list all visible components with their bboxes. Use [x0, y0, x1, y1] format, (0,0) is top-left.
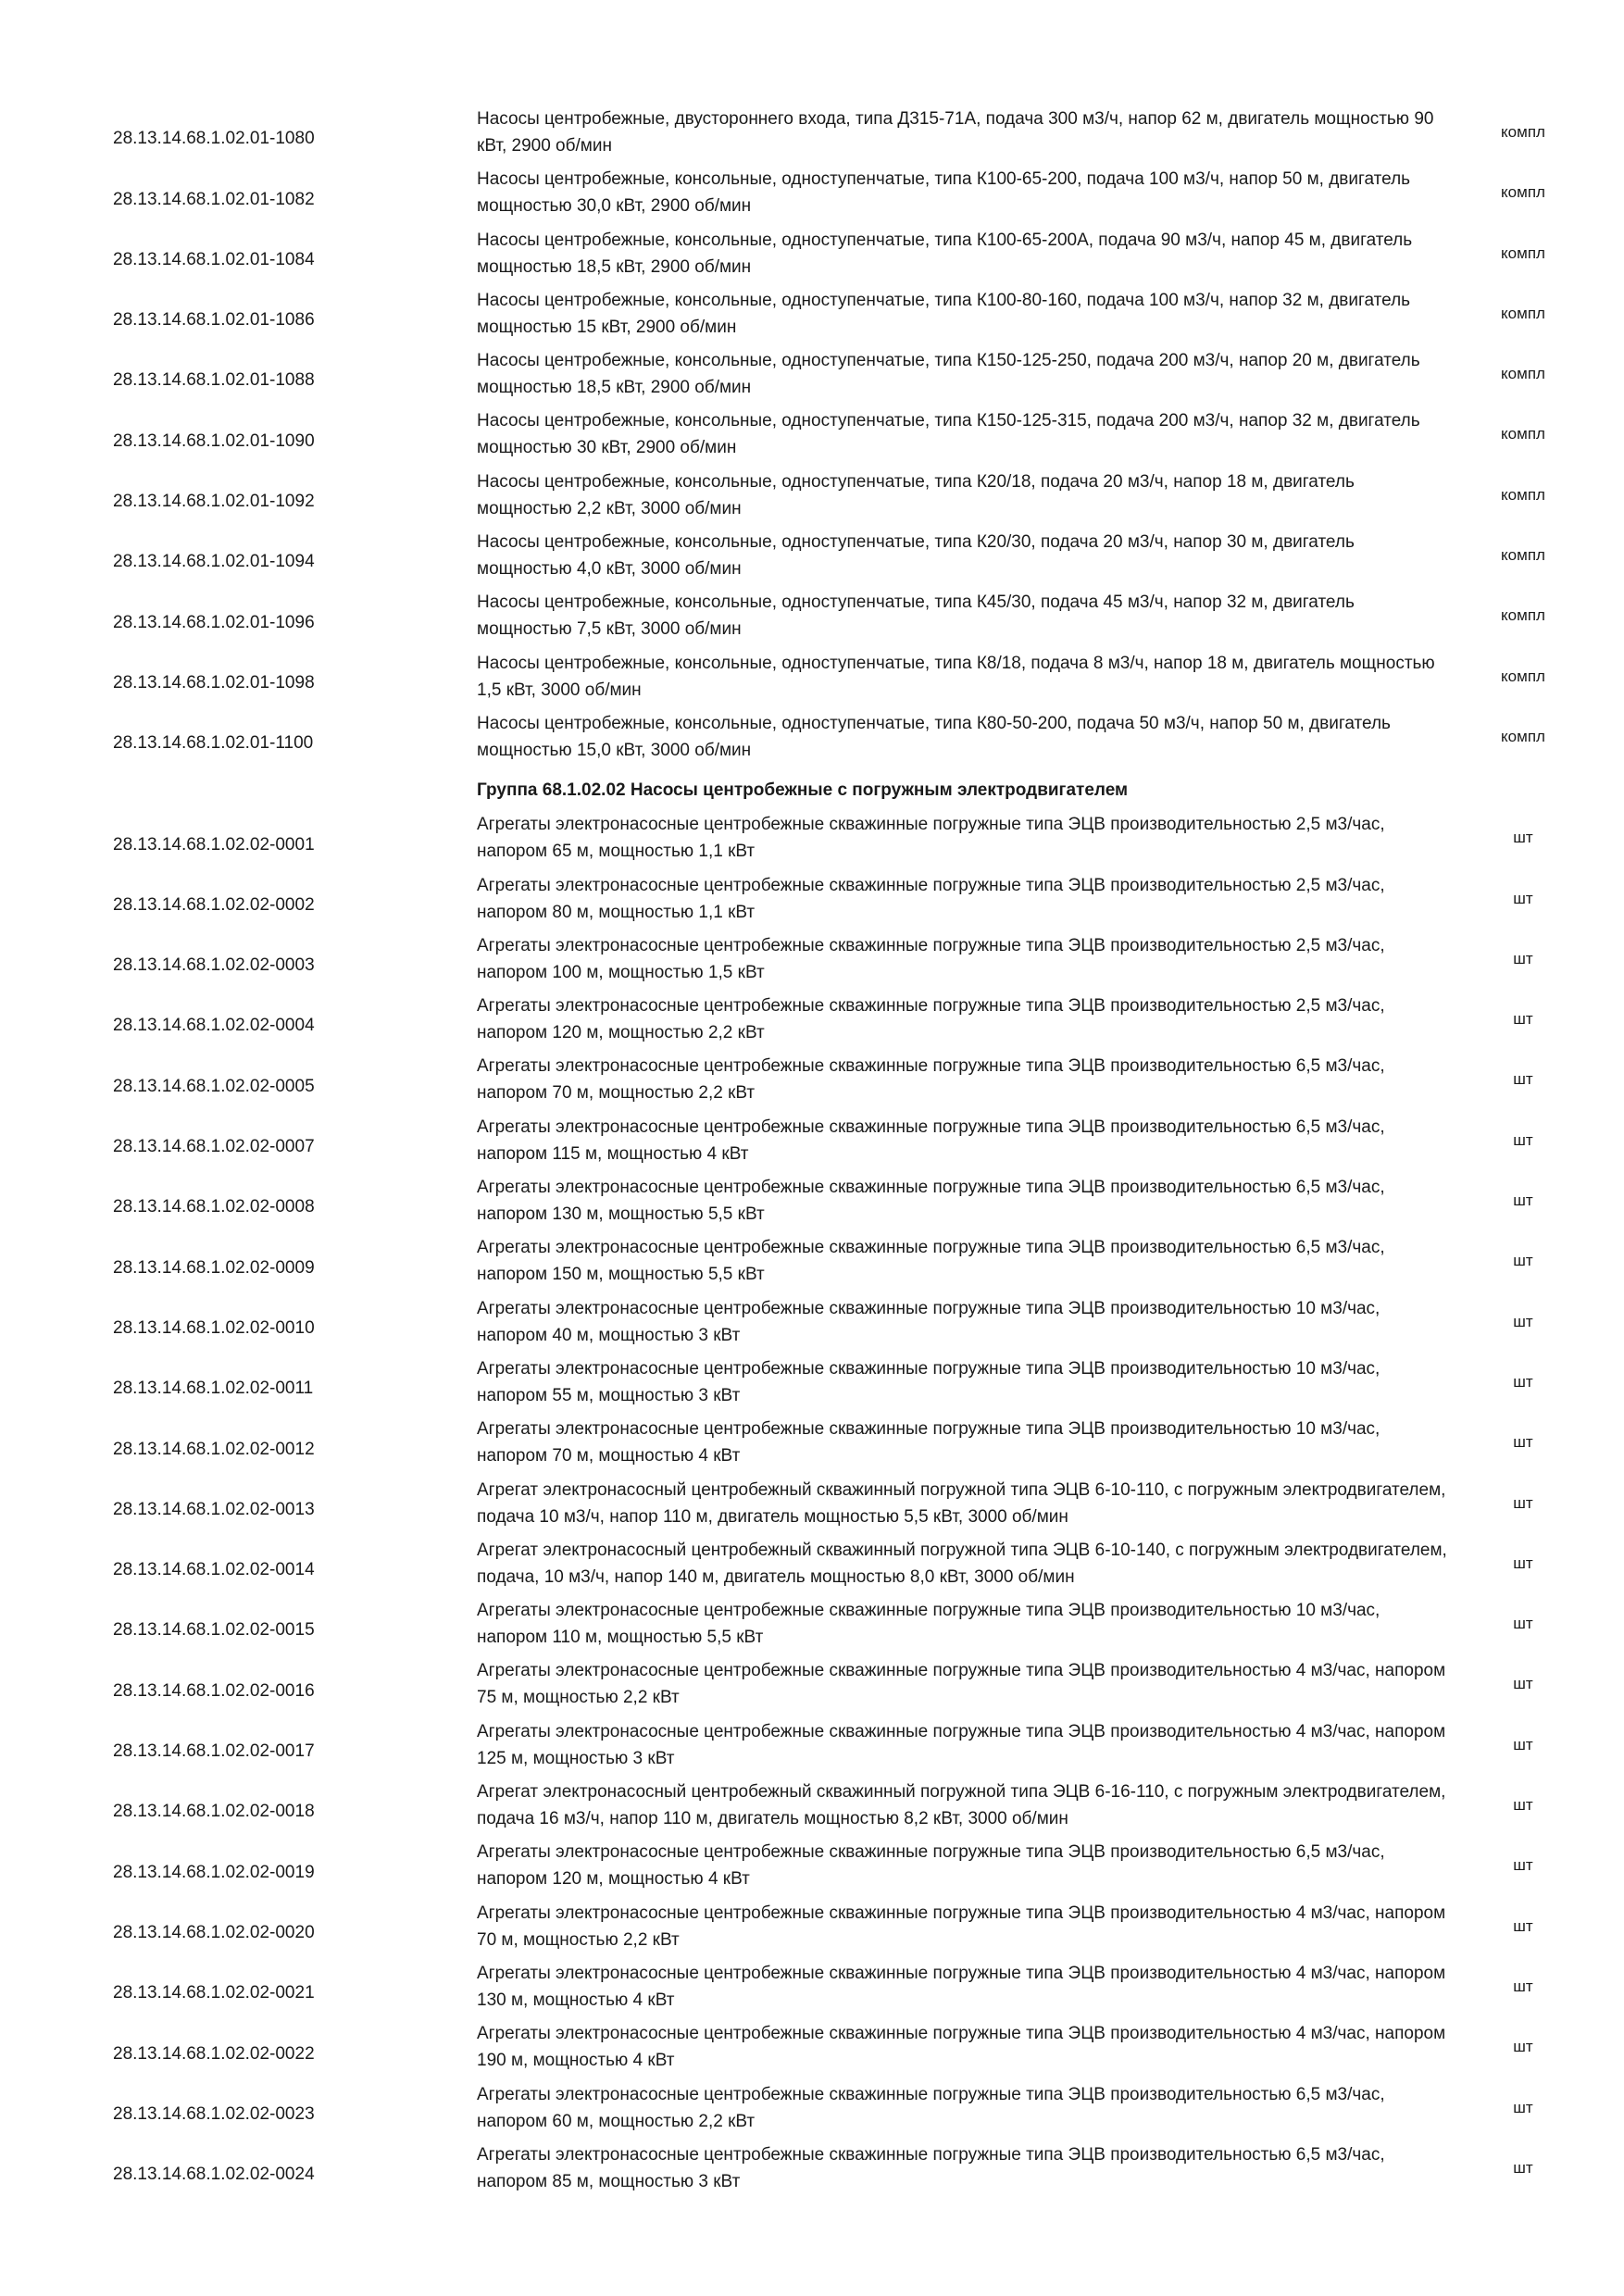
- item-description: Агрегаты электронасосные центробежные скважинные погружные типа ЭЦВ производительностью 4 м3/час, напором 70 м, мощностью 2,2 кВт: [477, 1903, 1446, 1950]
- item-code: 28.13.14.68.1.02.02-0005: [113, 1076, 315, 1096]
- item-description: Насосы центробежные, консольные, одноступенчатые, типа К80-50-200, подача 50 м3/ч, напор 50 м, двигатель мощностью 15,0 кВт, 3000 об/мин: [477, 713, 1391, 760]
- item-description: Насосы центробежные, консольные, одноступенчатые, типа К100-65-200А, подача 90 м3/ч, напор 45 м, двигатель мощностью 18,5 кВт, 2900 об/мин: [477, 230, 1413, 277]
- group-title: Группа 68.1.02.02 Насосы центробежные с погружным электродвигателем: [477, 780, 1129, 801]
- item-code: 28.13.14.68.1.02.02-0016: [113, 1680, 315, 1701]
- item-unit: шт: [1513, 1796, 1533, 1815]
- item-code: 28.13.14.68.1.02.02-0012: [113, 1439, 315, 1459]
- item-unit: компл: [1501, 546, 1545, 565]
- item-unit: шт: [1513, 2098, 1533, 2116]
- item-unit: шт: [1513, 949, 1533, 967]
- table-row: [0, 1110, 1624, 1170]
- item-code: 28.13.14.68.1.02.01-1100: [113, 733, 314, 754]
- table-row: [0, 1170, 1624, 1230]
- item-unit: шт: [1513, 1675, 1533, 1693]
- item-code: 28.13.14.68.1.02.02-0017: [113, 1741, 315, 1762]
- item-unit: компл: [1501, 183, 1545, 202]
- section-pumps-submersible: [0, 807, 1624, 2198]
- item-code: 28.13.14.68.1.02.02-0011: [113, 1379, 314, 1399]
- item-code: 28.13.14.68.1.02.02-0015: [113, 1620, 315, 1641]
- item-description: Насосы центробежные, консольные, одноступенчатые, типа К45/30, подача 45 м3/ч, напор 32 м, двигатель мощностью 7,5 кВт, 3000 об/мин: [477, 593, 1355, 640]
- item-description: Агрегаты электронасосные центробежные скважинные погружные типа ЭЦВ производительностью 6,5 м3/час, напором 130 м, мощностью 5,5 кВт: [477, 1178, 1385, 1225]
- group-header-row: [0, 767, 1624, 807]
- table-row: [0, 1533, 1624, 1593]
- item-description: Агрегаты электронасосные центробежные скважинные погружные типа ЭЦВ производительностью 4 м3/час, напором 75 м, мощностью 2,2 кВт: [477, 1661, 1446, 1708]
- item-code: 28.13.14.68.1.02.01-1082: [113, 189, 315, 209]
- item-description: Агрегаты электронасосные центробежные скважинные погружные типа ЭЦВ производительностью 6,5 м3/час, напором 85 м, мощностью 3 кВт: [477, 2144, 1385, 2191]
- item-description: Агрегат электронасосный центробежный скважинный погружной типа ЭЦВ 6-10-110, с погружным электродвигателем, подача 10 м3/ч, напор 110 м, двигатель мощностью 5,5 кВт, 3000 об/мин: [477, 1479, 1446, 1527]
- table-row: [0, 1715, 1624, 1775]
- item-unit: шт: [1513, 1493, 1533, 1512]
- item-description: Насосы центробежные, консольные, одноступенчатые, типа К8/18, подача 8 м3/ч, напор 18 м, двигатель мощностью 1,5 кВт, 3000 об/мин: [477, 653, 1435, 700]
- item-description: Агрегаты электронасосные центробежные скважинные погружные типа ЭЦВ производительностью 2,5 м3/час, напором 120 м, мощностью 2,2 кВт: [477, 996, 1385, 1043]
- item-code: 28.13.14.68.1.02.02-0001: [113, 834, 315, 855]
- item-description: Агрегат электронасосный центробежный скважинный погружной типа ЭЦВ 6-10-140, с погружным электродвигателем, подача, 10 м3/ч, напор 140 м, двигатель мощностью 8,0 кВт, 3000 об/мин: [477, 1540, 1447, 1587]
- item-unit: шт: [1513, 1735, 1533, 1753]
- item-unit: шт: [1513, 1615, 1533, 1633]
- item-unit: шт: [1513, 2038, 1533, 2056]
- item-unit: шт: [1513, 1252, 1533, 1270]
- item-code: 28.13.14.68.1.02.02-0024: [113, 2165, 315, 2185]
- item-unit: компл: [1501, 243, 1545, 262]
- item-unit: шт: [1513, 1372, 1533, 1391]
- item-unit: шт: [1513, 1010, 1533, 1029]
- item-unit: шт: [1513, 1916, 1533, 1935]
- item-unit: компл: [1501, 667, 1545, 685]
- table-row: [0, 706, 1624, 767]
- item-code: 28.13.14.68.1.02.02-0020: [113, 1922, 315, 1942]
- item-code: 28.13.14.68.1.02.01-1096: [113, 612, 315, 632]
- table-row: [0, 1230, 1624, 1291]
- item-description: Насосы центробежные, консольные, одноступенчатые, типа К100-65-200, подача 100 м3/ч, напор 50 м, двигатель мощностью 30,0 кВт, 2900 об/мин: [477, 169, 1411, 217]
- item-description: Насосы центробежные, консольные, одноступенчатые, типа К20/30, подача 20 м3/ч, напор 30 м, двигатель мощностью 4,0 кВт, 3000 об/мин: [477, 532, 1355, 580]
- price-list-page: [0, 102, 1624, 2198]
- item-description: Агрегаты электронасосные центробежные скважинные погружные типа ЭЦВ производительностью 2,5 м3/час, напором 80 м, мощностью 1,1 кВт: [477, 875, 1385, 922]
- item-description: Агрегаты электронасосные центробежные скважинные погружные типа ЭЦВ производительностью 2,5 м3/час, напором 100 м, мощностью 1,5 кВт: [477, 935, 1385, 982]
- item-unit: шт: [1513, 2158, 1533, 2177]
- item-code: 28.13.14.68.1.02.02-0014: [113, 1560, 315, 1580]
- item-unit: шт: [1513, 829, 1533, 847]
- item-description: Агрегаты электронасосные центробежные скважинные погружные типа ЭЦВ производительностью 6,5 м3/час, напором 115 м, мощностью 4 кВт: [477, 1117, 1385, 1164]
- item-description: Агрегаты электронасосные центробежные скважинные погружные типа ЭЦВ производительностью 4 м3/час, напором 130 м, мощностью 4 кВт: [477, 1963, 1446, 2010]
- item-description: Агрегаты электронасосные центробежные скважинные погружные типа ЭЦВ производительностью 10 м3/час, напором 70 м, мощностью 4 кВт: [477, 1419, 1380, 1466]
- item-description: Агрегаты электронасосные центробежные скважинные погружные типа ЭЦВ производительностью 6,5 м3/час, напором 60 м, мощностью 2,2 кВт: [477, 2084, 1385, 2131]
- table-row: [0, 2078, 1624, 2138]
- table-row: [0, 1473, 1624, 1533]
- table-row: [0, 646, 1624, 706]
- item-description: Насосы центробежные, консольные, одноступенчатые, типа К150-125-315, подача 200 м3/ч, напор 32 м, двигатель мощностью 30 кВт, 2900 об/мин: [477, 411, 1420, 458]
- item-unit: шт: [1513, 1433, 1533, 1452]
- table-row: [0, 343, 1624, 404]
- item-description: Агрегаты электронасосные центробежные скважинные погружные типа ЭЦВ производительностью 10 м3/час, напором 55 м, мощностью 3 кВт: [477, 1358, 1380, 1405]
- section-pumps-console: [0, 102, 1624, 767]
- item-unit: шт: [1513, 1856, 1533, 1875]
- table-row: [0, 283, 1624, 343]
- item-description: Насосы центробежные, консольные, одноступенчатые, типа К100-80-160, подача 100 м3/ч, напор 32 м, двигатель мощностью 15 кВт, 2900 об/мин: [477, 290, 1411, 337]
- table-row: [0, 525, 1624, 585]
- table-row: [0, 1775, 1624, 1835]
- item-description: Агрегаты электронасосные центробежные скважинные погружные типа ЭЦВ производительностью 2,5 м3/час, напором 65 м, мощностью 1,1 кВт: [477, 815, 1385, 862]
- item-description: Агрегаты электронасосные центробежные скважинные погружные типа ЭЦВ производительностью 10 м3/час, напором 40 м, мощностью 3 кВт: [477, 1298, 1380, 1345]
- item-code: 28.13.14.68.1.02.02-0002: [113, 894, 315, 915]
- item-description: Агрегаты электронасосные центробежные скважинные погружные типа ЭЦВ производительностью 6,5 м3/час, напором 150 м, мощностью 5,5 кВт: [477, 1238, 1385, 1285]
- item-code: 28.13.14.68.1.02.01-1086: [113, 310, 315, 331]
- table-row: [0, 2138, 1624, 2198]
- item-code: 28.13.14.68.1.02.01-1094: [113, 552, 315, 572]
- table-row: [0, 989, 1624, 1049]
- item-description: Насосы центробежные, консольные, одноступенчатые, типа К20/18, подача 20 м3/ч, напор 18 м, двигатель мощностью 2,2 кВт, 3000 об/мин: [477, 471, 1355, 518]
- item-code: 28.13.14.68.1.02.02-0018: [113, 1802, 315, 1822]
- item-code: 28.13.14.68.1.02.02-0003: [113, 955, 315, 976]
- table-row: [0, 1593, 1624, 1653]
- item-unit: шт: [1513, 1977, 1533, 1995]
- item-code: 28.13.14.68.1.02.02-0021: [113, 1983, 315, 2003]
- item-code: 28.13.14.68.1.02.02-0022: [113, 2043, 315, 2064]
- item-code: 28.13.14.68.1.02.02-0010: [113, 1317, 315, 1338]
- item-code: 28.13.14.68.1.02.01-1098: [113, 672, 315, 693]
- table-row: [0, 585, 1624, 645]
- item-unit: шт: [1513, 1554, 1533, 1572]
- table-row: [0, 465, 1624, 525]
- table-row: [0, 1956, 1624, 2016]
- item-code: 28.13.14.68.1.02.02-0009: [113, 1257, 315, 1278]
- item-code: 28.13.14.68.1.02.02-0023: [113, 2103, 315, 2124]
- table-row: [0, 1412, 1624, 1472]
- table-row: [0, 1835, 1624, 1895]
- item-unit: компл: [1501, 365, 1545, 383]
- item-description: Агрегаты электронасосные центробежные скважинные погружные типа ЭЦВ производительностью 6,5 м3/час, напором 120 м, мощностью 4 кВт: [477, 1842, 1385, 1890]
- table-row: [0, 102, 1624, 162]
- item-code: 28.13.14.68.1.02.01-1092: [113, 492, 315, 512]
- table-row: [0, 1352, 1624, 1412]
- table-row: [0, 929, 1624, 989]
- table-row: [0, 807, 1624, 867]
- item-unit: шт: [1513, 1192, 1533, 1210]
- item-code: 28.13.14.68.1.02.02-0004: [113, 1016, 315, 1036]
- item-code: 28.13.14.68.1.02.02-0007: [113, 1137, 315, 1157]
- item-description: Насосы центробежные, консольные, одноступенчатые, типа К150-125-250, подача 200 м3/ч, напор 20 м, двигатель мощностью 18,5 кВт, 2900 об/мин: [477, 351, 1420, 398]
- table-row: [0, 868, 1624, 929]
- table-row: [0, 223, 1624, 283]
- item-unit: шт: [1513, 1070, 1533, 1089]
- item-unit: компл: [1501, 606, 1545, 625]
- item-code: 28.13.14.68.1.02.01-1090: [113, 430, 315, 451]
- item-code: 28.13.14.68.1.02.01-1084: [113, 249, 315, 269]
- item-unit: шт: [1513, 889, 1533, 907]
- table-row: [0, 1653, 1624, 1714]
- table-row: [0, 1896, 1624, 1956]
- item-unit: компл: [1501, 123, 1545, 141]
- item-unit: шт: [1513, 1312, 1533, 1330]
- item-description: Агрегат электронасосный центробежный скважинный погружной типа ЭЦВ 6-16-110, с погружным электродвигателем, подача 16 м3/ч, напор 110 м, двигатель мощностью 8,2 кВт, 3000 об/мин: [477, 1782, 1446, 1829]
- item-description: Агрегаты электронасосные центробежные скважинные погружные типа ЭЦВ производительностью 4 м3/час, напором 190 м, мощностью 4 кВт: [477, 2024, 1446, 2071]
- item-code: 28.13.14.68.1.02.02-0019: [113, 1862, 315, 1882]
- item-code: 28.13.14.68.1.02.02-0008: [113, 1197, 315, 1217]
- item-unit: компл: [1501, 727, 1545, 745]
- table-row: [0, 2016, 1624, 2077]
- item-code: 28.13.14.68.1.02.01-1088: [113, 370, 315, 391]
- item-description: Агрегаты электронасосные центробежные скважинные погружные типа ЭЦВ производительностью 6,5 м3/час, напором 70 м, мощностью 2,2 кВт: [477, 1056, 1385, 1104]
- table-row: [0, 1292, 1624, 1352]
- table-row: [0, 1049, 1624, 1109]
- item-description: Агрегаты электронасосные центробежные скважинные погружные типа ЭЦВ производительностью 10 м3/час, напором 110 м, мощностью 5,5 кВт: [477, 1601, 1380, 1648]
- table-row: [0, 404, 1624, 464]
- item-description: Насосы центробежные, двустороннего входа, типа Д315-71А, подача 300 м3/ч, напор 62 м, двигатель мощностью 90 кВт, 2900 об/мин: [477, 109, 1434, 156]
- item-unit: компл: [1501, 485, 1545, 504]
- item-code: 28.13.14.68.1.02.01-1080: [113, 129, 315, 149]
- item-description: Агрегаты электронасосные центробежные скважинные погружные типа ЭЦВ производительностью 4 м3/час, напором 125 м, мощностью 3 кВт: [477, 1721, 1446, 1768]
- item-code: 28.13.14.68.1.02.02-0013: [113, 1499, 315, 1519]
- table-row: [0, 162, 1624, 222]
- item-unit: компл: [1501, 425, 1545, 443]
- item-unit: шт: [1513, 1130, 1533, 1149]
- item-unit: компл: [1501, 304, 1545, 322]
